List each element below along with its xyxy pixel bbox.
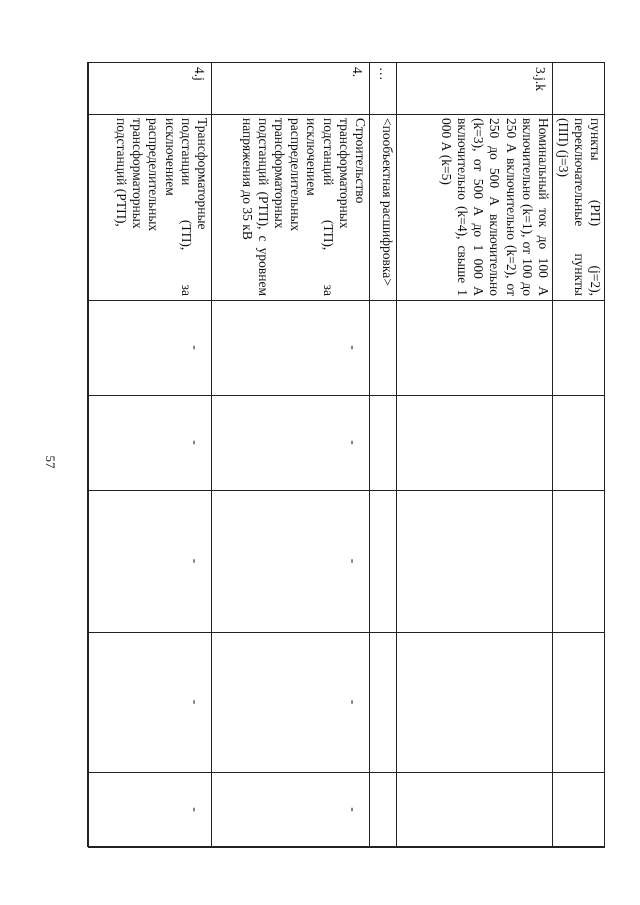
row-number: 4. <box>350 67 365 78</box>
row-name: Строительство трансформаторных подстанций (ТП), за исключением распределительных трансформаторных подстанций (РТП), с уровнем напряжения до 35 кВ <box>239 118 368 296</box>
row-divider <box>604 62 605 847</box>
row-value-cell: - <box>346 807 361 812</box>
row-name: Трансформаторные подстанции (ТП), за исключением распределительных трансформаторных подстанций (РТП), <box>113 118 210 296</box>
row-value-cell: - <box>188 440 203 445</box>
row-value-cell: - <box>346 440 361 445</box>
row-divider <box>396 62 397 847</box>
row-value-cell <box>555 490 597 632</box>
row-number: 3.j.k <box>533 67 548 92</box>
row-number: 4.j <box>192 67 207 81</box>
column-divider <box>88 62 605 63</box>
row-divider <box>552 62 553 847</box>
row-value-cell: - <box>346 699 361 705</box>
row-value-cell: - <box>188 807 203 812</box>
column-divider <box>88 114 605 115</box>
row-value-cell: - <box>188 345 203 350</box>
row-divider <box>369 62 370 847</box>
rotated-table <box>88 62 605 847</box>
row-value-cell <box>399 300 545 395</box>
row-value-cell <box>399 490 545 632</box>
row-value-cell <box>399 395 545 490</box>
row-value-cell <box>555 300 597 395</box>
row-value-cell <box>372 772 389 847</box>
row-number: … <box>377 67 392 81</box>
row-value-cell <box>555 395 597 490</box>
row-value-cell <box>372 395 389 490</box>
row-name: <пообъектная расшифровка> <box>380 118 395 286</box>
row-value-cell: - <box>346 345 361 350</box>
row-value-cell: - <box>346 558 361 564</box>
row-value-cell <box>399 772 545 847</box>
row-name: Номинальный ток до 100 А включительно (k=1), от 100 до 250 А включительно (k=2), от 250 до 500 А включительно (k=3), от 500 А до 1 000 А включительно (k=4), свыше 1 000 А (k=5) <box>438 118 551 296</box>
row-value-cell <box>372 300 389 395</box>
row-value-cell <box>372 490 389 632</box>
page-number: 57 <box>43 455 58 469</box>
row-number <box>555 67 601 111</box>
row-divider <box>211 62 212 847</box>
row-name: пункты (РП) (j=2), переключательные пункты (ПП) (j=3) <box>555 118 603 296</box>
row-value-cell <box>372 632 389 772</box>
row-value-cell <box>399 632 545 772</box>
row-value-cell <box>555 632 597 772</box>
row-value-cell <box>555 772 597 847</box>
row-value-cell: - <box>188 558 203 564</box>
column-divider <box>88 847 605 848</box>
row-divider <box>87 62 88 847</box>
row-value-cell: - <box>188 699 203 705</box>
